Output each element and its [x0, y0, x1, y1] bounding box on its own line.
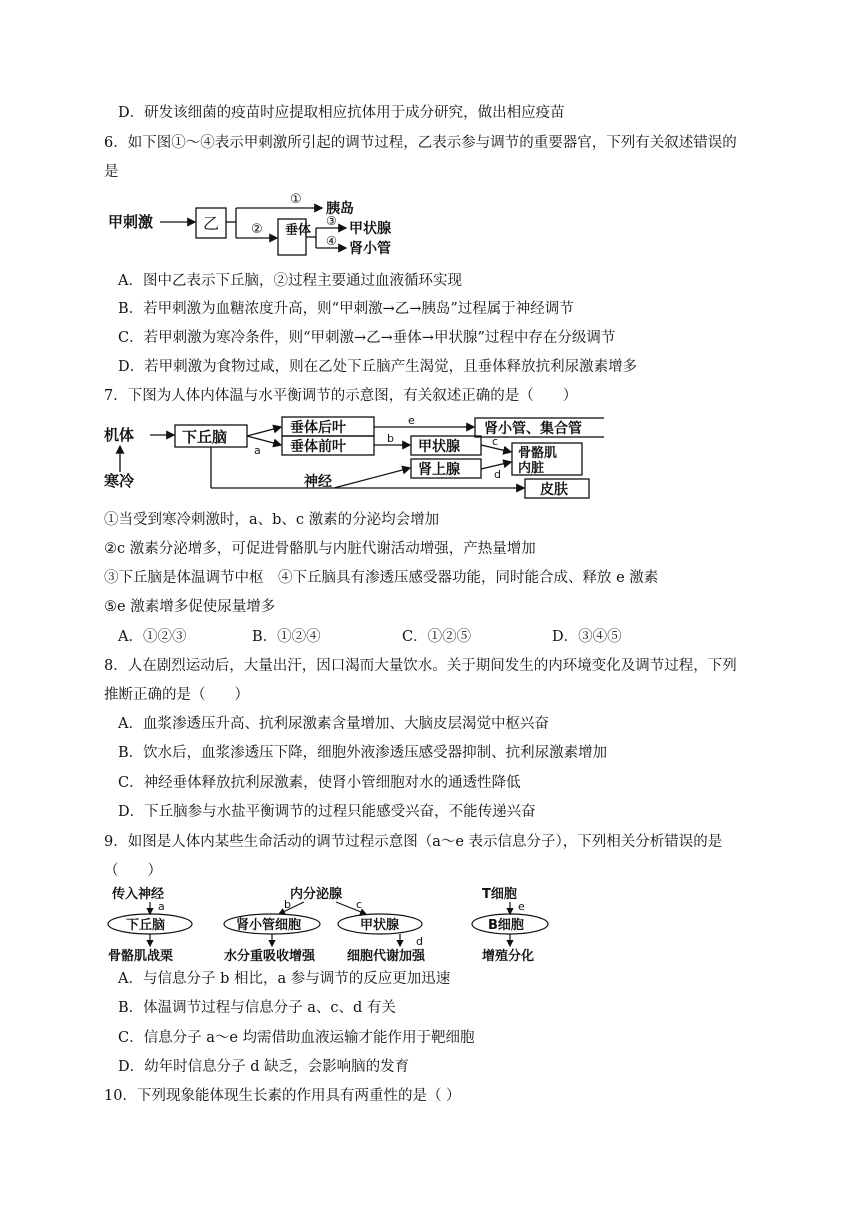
svg-text:e: e: [518, 900, 525, 913]
svg-text:a: a: [158, 900, 165, 913]
svg-text:增殖分化: 增殖分化: [482, 949, 535, 964]
q6-option-d: D．若甲刺激为食物过咸，则在乙处下丘脑产生渴觉，且垂体释放抗利尿激素增多: [118, 359, 638, 375]
q7-option-c: C．①②⑤: [402, 629, 472, 645]
q8-option-a: A．血浆渗透压升高、抗利尿激素含量增加、大脑皮层渴觉中枢兴奋: [118, 716, 549, 732]
q6-option-c: C．若甲刺激为寒冷条件，则“甲刺激→乙→垂体→甲状腺”过程中存在分级调节: [118, 330, 616, 346]
svg-text:骨骼肌: 骨骼肌: [518, 446, 558, 461]
q9-option-d: D．幼年时信息分子 d 缺乏，会影响脑的发育: [118, 1059, 410, 1075]
svg-text:下丘脑: 下丘脑: [126, 918, 166, 933]
svg-text:垂体前叶: 垂体前叶: [290, 439, 346, 455]
q6-option-a: A．图中乙表示下丘脑，②过程主要通过血液循环实现: [118, 273, 462, 289]
q7-statement-1: ①当受到寒冷刺激时，a、b、c 激素的分泌均会增加: [104, 512, 440, 528]
svg-text:寒冷: 寒冷: [104, 472, 135, 490]
svg-text:皮肤: 皮肤: [540, 482, 568, 498]
q6-kidney-label: 肾小管: [349, 241, 391, 257]
svg-text:d: d: [416, 935, 423, 948]
q6-islet-label: 胰岛: [326, 201, 354, 217]
svg-text:b: b: [387, 432, 394, 445]
svg-text:T细胞: T细胞: [482, 887, 517, 902]
q9-option-a: A．与信息分子 b 相比，a 参与调节的反应更加迅速: [118, 971, 451, 987]
svg-text:c: c: [356, 898, 363, 911]
q9-option-b: B．体温调节过程与信息分子 a、c、d 有关: [118, 1000, 396, 1016]
q7-option-b: B．①②④: [252, 629, 321, 645]
q8-option-b: B．饮水后，血浆渗透压下降，细胞外液渗透压感受器抑制、抗利尿激素增加: [118, 745, 608, 761]
svg-text:a: a: [254, 444, 261, 457]
q6-stimulus-label: 甲刺激: [108, 213, 154, 231]
svg-text:c: c: [492, 435, 499, 448]
svg-text:垂体后叶: 垂体后叶: [290, 420, 346, 436]
svg-text:①: ①: [290, 192, 302, 207]
q6-thyroid-label: 甲状腺: [349, 221, 391, 237]
q7-stem: 7．下图为人体内体温与水平衡调节的示意图，有关叙述正确的是（ ）: [104, 388, 578, 404]
svg-text:细胞代谢加强: 细胞代谢加强: [347, 949, 426, 964]
q9-diagram: [104, 884, 574, 968]
q7-option-a: A．①②③: [118, 629, 187, 645]
q6-option-b: B．若甲刺激为血糖浓度升高，则“甲刺激→乙→胰岛”过程属于神经调节: [118, 301, 574, 317]
q9-stem: 9．如图是人体内某些生命活动的调节过程示意图（a～e 表示信息分子），下列相关分析错误的是: [104, 834, 723, 850]
q6-stem: 6．如下图①～④表示甲刺激所引起的调节过程，乙表示参与调节的重要器官，下列有关叙述错误的: [104, 135, 737, 151]
svg-text:机体: 机体: [104, 426, 135, 444]
svg-text:传入神经: 传入神经: [112, 887, 165, 902]
svg-text:B细胞: B细胞: [488, 918, 524, 933]
q7-statement-3-4: ③下丘脑是体温调节中枢 ④下丘脑具有渗透压感受器功能，同时能合成、释放 e 激素: [104, 570, 659, 586]
svg-text:内脏: 内脏: [518, 461, 545, 476]
q7-statement-2: ②c 激素分泌增多，可促进骨骼肌与内脏代谢活动增强，产热量增加: [104, 541, 536, 557]
q6-diagram: [104, 188, 444, 264]
q7-diagram: [104, 412, 604, 506]
svg-text:d: d: [494, 468, 501, 481]
q6-stem-cont: 是: [104, 164, 119, 180]
svg-text:骨骼肌战栗: 骨骼肌战栗: [108, 949, 174, 964]
svg-text:肾上腺: 肾上腺: [418, 462, 460, 478]
svg-text:③: ③: [326, 214, 337, 228]
svg-text:神经: 神经: [304, 474, 332, 490]
q9-option-c: C．信息分子 a～e 均需借助血液运输才能作用于靶细胞: [118, 1030, 475, 1046]
q5-option-d: D．研发该细菌的疫苗时应提取相应抗体用于成分研究，做出相应疫苗: [118, 105, 565, 121]
svg-text:下丘脑: 下丘脑: [182, 428, 228, 446]
svg-text:甲状腺: 甲状腺: [360, 918, 400, 933]
q6-pituitary-label: 垂体: [285, 223, 312, 238]
svg-text:b: b: [284, 898, 291, 911]
q8-option-c: C．神经垂体释放抗利尿激素，使肾小管细胞对水的通透性降低: [118, 775, 521, 791]
q7-statement-5: ⑤e 激素增多促使尿量增多: [104, 599, 276, 615]
svg-text:肾小管细胞: 肾小管细胞: [236, 918, 302, 933]
svg-text:甲状腺: 甲状腺: [418, 439, 460, 455]
svg-text:e: e: [408, 414, 415, 427]
svg-text:④: ④: [326, 234, 337, 248]
q8-stem: 8．人在剧烈运动后，大量出汗，因口渴而大量饮水。关于期间发生的内环境变化及调节过程，下列: [104, 658, 737, 674]
q8-stem-cont: 推断正确的是（ ）: [104, 687, 249, 703]
svg-text:②: ②: [251, 222, 263, 237]
q10-stem: 10．下列现象能体现生长素的作用具有两重性的是（ ）: [104, 1088, 461, 1104]
q7-option-d: D．③④⑤: [552, 629, 622, 645]
svg-text:水分重吸收增强: 水分重吸收增强: [224, 949, 316, 964]
svg-text:肾小管、集合管: 肾小管、集合管: [484, 421, 582, 437]
q8-option-d: D．下丘脑参与水盐平衡调节的过程只能感受兴奋，不能传递兴奋: [118, 804, 536, 820]
q9-stem-cont: （ ）: [104, 863, 162, 879]
q6-organ-label: 乙: [203, 214, 220, 233]
svg-text:内分泌腺: 内分泌腺: [290, 887, 343, 902]
